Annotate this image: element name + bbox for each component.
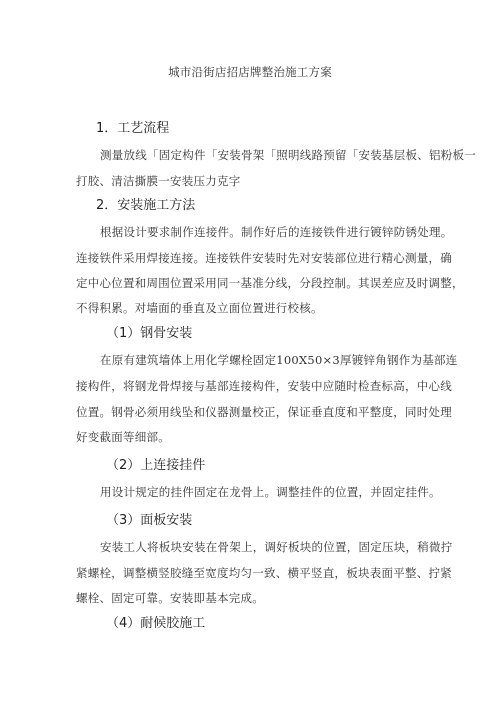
paragraph-line: 好变截面等细部。 [76,430,170,444]
paragraph-line: 不得积累。对墙面的垂直及立面位置进行校核。 [76,301,323,315]
paragraph-line: 在原有建筑墙体上用化学螺栓固定100X50×3厚镀锌角钢作为基部连 [100,353,458,367]
document-title: 城市沿街店招店牌整治施工方案 [168,65,332,79]
subsection-heading-hangers: （2）上连接挂件 [106,458,206,473]
paragraph-line: 打胶、清洁撕膜一安装压力克字 [76,174,241,188]
subsection-heading-steel-frame: （1）钢骨安装 [106,326,193,341]
paragraph-line: 紧螺栓，调整横竖胶缝至宽度均匀一致、横平竖直，板块表面平整、拧紧 [76,566,452,580]
subsection-heading-sealant: （4）耐候胶施工 [106,616,206,631]
paragraph-line: 螺栓、固定可靠。安装即基本完成。 [76,591,264,605]
paragraph-line: 接构件，将钢龙骨焊接与基部连接构件，安装中应随时检查标高，中心线 [76,379,452,393]
paragraph-line: 根据设计要求制作连接件。制作好后的连接铁件进行镀锌防锈处理。 [100,225,453,239]
paragraph-line: 定中心位置和周围位置采用同一基准分线，分段控制。其误差应及时调整， [76,276,464,290]
subsection-heading-panels: （3）面板安装 [106,513,193,528]
paragraph-line: 测量放线「固定构件「安装骨架「照明线路预留「安装基层板、铝粉板一 [100,148,476,162]
paragraph-line: 用设计规定的挂件固定在龙骨上。调整挂件的位置，并固定挂件。 [100,485,441,499]
paragraph-line: 连接铁件采用焊接连接。连接铁件安装时先对安装部位进行精心测量，确 [76,251,452,265]
section-heading-installation: 2．安装施工方法 [96,198,196,213]
paragraph-line: 位置。钢骨必须用线坠和仪器测量校正，保证垂直度和平整度，同时处理 [76,405,452,419]
paragraph-line: 安装工人将板块安装在骨架上，调好板块的位置，固定压块，稍微拧 [100,540,453,554]
section-heading-process: 1．工艺流程 [96,121,170,136]
